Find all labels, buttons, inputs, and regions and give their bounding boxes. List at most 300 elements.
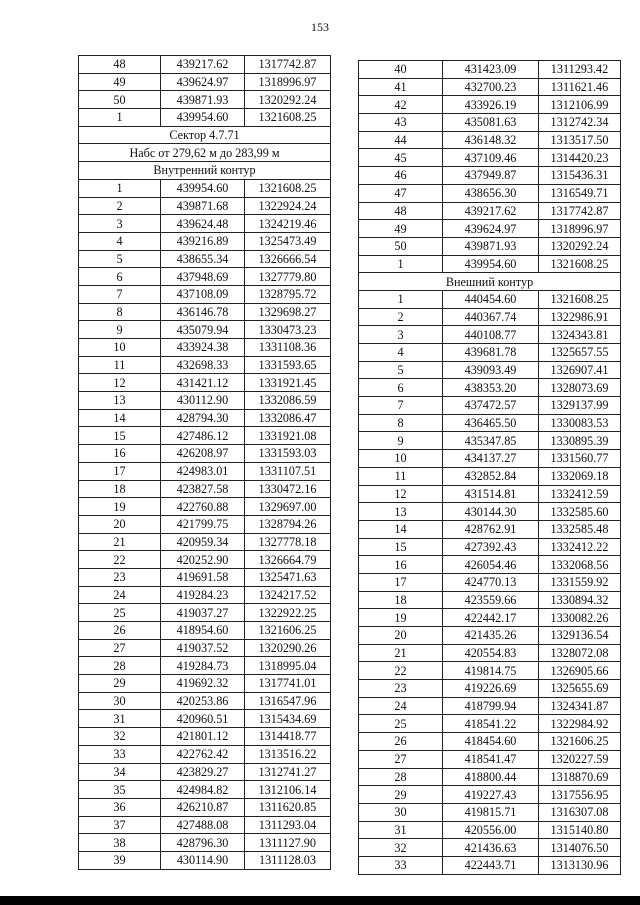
x-coordinate: 420253.86	[161, 692, 245, 710]
sector-title: Сектор 4.7.71	[79, 126, 331, 144]
table-row	[359, 184, 621, 202]
x-coordinate: 439871.93	[443, 237, 539, 255]
table-row	[359, 397, 621, 415]
point-number: 21	[79, 533, 161, 551]
point-number: 15	[359, 538, 443, 556]
y-coordinate: 1325655.69	[539, 680, 621, 698]
point-number: 3	[359, 326, 443, 344]
x-coordinate: 420556.00	[443, 821, 539, 839]
x-coordinate: 419814.75	[443, 662, 539, 680]
point-number: 16	[359, 556, 443, 574]
table-row	[79, 215, 331, 233]
table-row	[79, 392, 331, 410]
y-coordinate: 1330894.32	[539, 591, 621, 609]
point-number: 20	[359, 627, 443, 645]
y-coordinate: 1311127.90	[245, 834, 331, 852]
table-row	[359, 538, 621, 556]
point-number: 27	[79, 639, 161, 657]
x-coordinate: 436465.50	[443, 414, 539, 432]
x-coordinate: 422760.88	[161, 498, 245, 516]
table-row	[359, 803, 621, 821]
table-row	[79, 268, 331, 286]
x-coordinate: 420252.90	[161, 551, 245, 569]
right-top-rows	[359, 61, 621, 273]
x-coordinate: 419226.69	[443, 680, 539, 698]
y-coordinate: 1316547.96	[245, 692, 331, 710]
point-number: 19	[359, 609, 443, 627]
x-coordinate: 418541.47	[443, 750, 539, 768]
table-row	[79, 692, 331, 710]
x-coordinate: 427488.08	[161, 816, 245, 834]
table-row	[359, 573, 621, 591]
table-row	[359, 61, 621, 79]
y-coordinate: 1311621.46	[539, 78, 621, 96]
x-coordinate: 438353.20	[443, 379, 539, 397]
y-coordinate: 1322986.91	[539, 308, 621, 326]
x-coordinate: 435347.85	[443, 432, 539, 450]
x-coordinate: 439681.78	[443, 344, 539, 362]
point-number: 20	[79, 515, 161, 533]
y-coordinate: 1311620.85	[245, 798, 331, 816]
table-row	[359, 644, 621, 662]
table-row	[359, 627, 621, 645]
table-row	[79, 586, 331, 604]
table-row	[79, 91, 331, 109]
table-row	[79, 285, 331, 303]
point-number: 11	[79, 356, 161, 374]
y-coordinate: 1329136.54	[539, 627, 621, 645]
x-coordinate: 427392.43	[443, 538, 539, 556]
table-row	[79, 710, 331, 728]
x-coordinate: 437949.87	[443, 167, 539, 185]
y-coordinate: 1330473.23	[245, 321, 331, 339]
table-row	[79, 321, 331, 339]
y-coordinate: 1332086.47	[245, 409, 331, 427]
table-row	[79, 763, 331, 781]
x-coordinate: 439217.62	[161, 56, 245, 74]
table-row	[79, 339, 331, 357]
left-sector-header	[79, 126, 331, 179]
point-number: 28	[359, 768, 443, 786]
y-coordinate: 1331921.08	[245, 427, 331, 445]
x-coordinate: 439871.93	[161, 91, 245, 109]
point-number: 40	[359, 61, 443, 79]
point-number: 33	[79, 745, 161, 763]
x-coordinate: 428796.30	[161, 834, 245, 852]
x-coordinate: 419284.23	[161, 586, 245, 604]
x-coordinate: 439093.49	[443, 361, 539, 379]
y-coordinate: 1330082.26	[539, 609, 621, 627]
y-coordinate: 1321608.25	[245, 109, 331, 127]
y-coordinate: 1325473.49	[245, 232, 331, 250]
y-coordinate: 1321608.25	[539, 255, 621, 273]
table-row	[359, 450, 621, 468]
y-coordinate: 1314420.23	[539, 149, 621, 167]
table-row	[79, 639, 331, 657]
x-coordinate: 437108.09	[161, 285, 245, 303]
y-coordinate: 1325471.63	[245, 568, 331, 586]
x-coordinate: 440454.60	[443, 290, 539, 308]
point-number: 25	[359, 715, 443, 733]
x-coordinate: 440367.74	[443, 308, 539, 326]
x-coordinate: 431514.81	[443, 485, 539, 503]
point-number: 9	[359, 432, 443, 450]
table-row	[79, 568, 331, 586]
point-number: 50	[79, 91, 161, 109]
point-number: 1	[359, 290, 443, 308]
y-coordinate: 1327778.18	[245, 533, 331, 551]
y-coordinate: 1311128.03	[245, 851, 331, 869]
y-coordinate: 1325657.55	[539, 344, 621, 362]
inner-contour-label: Внутренний контур	[79, 162, 331, 180]
table-row	[79, 816, 331, 834]
point-number: 39	[79, 851, 161, 869]
table-row	[79, 675, 331, 693]
x-coordinate: 438655.34	[161, 250, 245, 268]
y-coordinate: 1314076.50	[539, 839, 621, 857]
point-number: 43	[359, 114, 443, 132]
y-coordinate: 1320292.24	[539, 237, 621, 255]
point-number: 10	[79, 339, 161, 357]
y-coordinate: 1324219.46	[245, 215, 331, 233]
point-number: 8	[79, 303, 161, 321]
point-number: 32	[359, 839, 443, 857]
y-coordinate: 1332585.48	[539, 520, 621, 538]
x-coordinate: 421801.12	[161, 728, 245, 746]
y-coordinate: 1321606.25	[539, 733, 621, 751]
table-row	[79, 462, 331, 480]
x-coordinate: 418799.94	[443, 697, 539, 715]
table-row	[359, 167, 621, 185]
x-coordinate: 426054.46	[443, 556, 539, 574]
point-number: 6	[359, 379, 443, 397]
table-row	[359, 733, 621, 751]
point-number: 10	[359, 450, 443, 468]
point-number: 33	[359, 856, 443, 874]
y-coordinate: 1316307.08	[539, 803, 621, 821]
y-coordinate: 1317742.87	[245, 56, 331, 74]
table-row	[359, 768, 621, 786]
point-number: 45	[359, 149, 443, 167]
y-coordinate: 1311293.04	[245, 816, 331, 834]
y-coordinate: 1331559.92	[539, 573, 621, 591]
point-number: 31	[79, 710, 161, 728]
point-number: 49	[79, 73, 161, 91]
table-row	[79, 409, 331, 427]
height-range: Набс от 279,62 м до 283,99 м	[79, 144, 331, 162]
point-number: 26	[359, 733, 443, 751]
point-number: 12	[359, 485, 443, 503]
right-coordinates-table	[358, 60, 621, 875]
y-coordinate: 1331593.03	[245, 445, 331, 463]
table-row	[359, 697, 621, 715]
x-coordinate: 432700.23	[443, 78, 539, 96]
table-row	[79, 250, 331, 268]
table-row	[359, 255, 621, 273]
point-number: 9	[79, 321, 161, 339]
right-outer-contour-rows	[359, 290, 621, 874]
left-inner-contour-rows	[79, 179, 331, 869]
y-coordinate: 1326666.54	[245, 250, 331, 268]
table-row	[359, 432, 621, 450]
table-row	[79, 480, 331, 498]
point-number: 32	[79, 728, 161, 746]
y-coordinate: 1312106.99	[539, 96, 621, 114]
table-row	[359, 131, 621, 149]
point-number: 23	[359, 680, 443, 698]
y-coordinate: 1317741.01	[245, 675, 331, 693]
table-row	[79, 232, 331, 250]
point-number: 47	[359, 184, 443, 202]
x-coordinate: 439217.62	[443, 202, 539, 220]
x-coordinate: 418954.60	[161, 622, 245, 640]
x-coordinate: 439624.48	[161, 215, 245, 233]
x-coordinate: 419691.58	[161, 568, 245, 586]
y-coordinate: 1322924.24	[245, 197, 331, 215]
x-coordinate: 421436.63	[443, 839, 539, 857]
point-number: 48	[79, 56, 161, 74]
x-coordinate: 440108.77	[443, 326, 539, 344]
point-number: 22	[359, 662, 443, 680]
table-row	[359, 290, 621, 308]
x-coordinate: 422443.71	[443, 856, 539, 874]
point-number: 15	[79, 427, 161, 445]
point-number: 30	[359, 803, 443, 821]
y-coordinate: 1332069.18	[539, 467, 621, 485]
x-coordinate: 435081.63	[443, 114, 539, 132]
point-number: 7	[359, 397, 443, 415]
point-number: 12	[79, 374, 161, 392]
x-coordinate: 419284.73	[161, 657, 245, 675]
table-row	[79, 73, 331, 91]
y-coordinate: 1331921.45	[245, 374, 331, 392]
point-number: 50	[359, 237, 443, 255]
y-coordinate: 1324341.87	[539, 697, 621, 715]
y-coordinate: 1326907.41	[539, 361, 621, 379]
x-coordinate: 418541.22	[443, 715, 539, 733]
page-number: 153	[311, 20, 329, 34]
y-coordinate: 1328073.69	[539, 379, 621, 397]
y-coordinate: 1327779.80	[245, 268, 331, 286]
y-coordinate: 1321608.25	[245, 179, 331, 197]
point-number: 14	[359, 520, 443, 538]
point-number: 13	[359, 503, 443, 521]
x-coordinate: 433924.38	[161, 339, 245, 357]
point-number: 23	[79, 568, 161, 586]
x-coordinate: 420959.34	[161, 533, 245, 551]
table-row	[79, 109, 331, 127]
point-number: 22	[79, 551, 161, 569]
point-number: 2	[359, 308, 443, 326]
point-number: 14	[79, 409, 161, 427]
y-coordinate: 1328794.26	[245, 515, 331, 533]
y-coordinate: 1321608.25	[539, 290, 621, 308]
table-row	[79, 374, 331, 392]
x-coordinate: 419037.52	[161, 639, 245, 657]
table-row	[359, 503, 621, 521]
x-coordinate: 430112.90	[161, 392, 245, 410]
y-coordinate: 1330472.16	[245, 480, 331, 498]
point-number: 3	[79, 215, 161, 233]
x-coordinate: 439624.97	[443, 220, 539, 238]
table-row	[359, 839, 621, 857]
point-number: 37	[79, 816, 161, 834]
y-coordinate: 1331593.65	[245, 356, 331, 374]
point-number: 21	[359, 644, 443, 662]
y-coordinate: 1315434.69	[245, 710, 331, 728]
point-number: 25	[79, 604, 161, 622]
x-coordinate: 423559.66	[443, 591, 539, 609]
table-row	[359, 485, 621, 503]
x-coordinate: 422762.42	[161, 745, 245, 763]
point-number: 1	[359, 255, 443, 273]
x-coordinate: 424983.01	[161, 462, 245, 480]
y-coordinate: 1329698.27	[245, 303, 331, 321]
table-row	[79, 179, 331, 197]
y-coordinate: 1324343.81	[539, 326, 621, 344]
y-coordinate: 1318996.97	[245, 73, 331, 91]
table-row	[79, 551, 331, 569]
x-coordinate: 437109.46	[443, 149, 539, 167]
point-number: 4	[359, 344, 443, 362]
point-number: 49	[359, 220, 443, 238]
point-number: 1	[79, 109, 161, 127]
x-coordinate: 430144.30	[443, 503, 539, 521]
point-number: 6	[79, 268, 161, 286]
table-row	[359, 821, 621, 839]
left-coordinates-table	[78, 55, 331, 870]
table-row	[79, 515, 331, 533]
point-number: 5	[359, 361, 443, 379]
table-row	[79, 622, 331, 640]
right-contour-header	[359, 273, 621, 291]
x-coordinate: 423829.27	[161, 763, 245, 781]
y-coordinate: 1315140.80	[539, 821, 621, 839]
point-number: 24	[79, 586, 161, 604]
point-number: 36	[79, 798, 161, 816]
point-number: 13	[79, 392, 161, 410]
point-number: 7	[79, 285, 161, 303]
table-row	[359, 344, 621, 362]
y-coordinate: 1312741.27	[245, 763, 331, 781]
x-coordinate: 420960.51	[161, 710, 245, 728]
table-row	[359, 202, 621, 220]
y-coordinate: 1313517.50	[539, 131, 621, 149]
y-coordinate: 1318870.69	[539, 768, 621, 786]
y-coordinate: 1318995.04	[245, 657, 331, 675]
table-row	[79, 533, 331, 551]
x-coordinate: 419815.71	[443, 803, 539, 821]
scan-bottom-edge	[0, 896, 640, 905]
outer-contour-label: Внешний контур	[359, 273, 621, 291]
y-coordinate: 1328795.72	[245, 285, 331, 303]
table-row	[359, 326, 621, 344]
table-row	[359, 662, 621, 680]
x-coordinate: 436146.78	[161, 303, 245, 321]
y-coordinate: 1316549.71	[539, 184, 621, 202]
x-coordinate: 419692.32	[161, 675, 245, 693]
table-row	[79, 745, 331, 763]
x-coordinate: 439216.89	[161, 232, 245, 250]
x-coordinate: 418800.44	[443, 768, 539, 786]
point-number: 27	[359, 750, 443, 768]
x-coordinate: 439954.60	[443, 255, 539, 273]
x-coordinate: 432698.33	[161, 356, 245, 374]
x-coordinate: 426208.97	[161, 445, 245, 463]
y-coordinate: 1322984.92	[539, 715, 621, 733]
point-number: 35	[79, 781, 161, 799]
x-coordinate: 431421.12	[161, 374, 245, 392]
table-row	[359, 96, 621, 114]
x-coordinate: 435079.94	[161, 321, 245, 339]
table-row	[79, 604, 331, 622]
y-coordinate: 1321606.25	[245, 622, 331, 640]
point-number: 18	[359, 591, 443, 609]
point-number: 2	[79, 197, 161, 215]
table-row	[359, 114, 621, 132]
x-coordinate: 431423.09	[443, 61, 539, 79]
y-coordinate: 1312106.14	[245, 781, 331, 799]
y-coordinate: 1324217.52	[245, 586, 331, 604]
point-number: 28	[79, 657, 161, 675]
table-row	[79, 197, 331, 215]
x-coordinate: 427486.12	[161, 427, 245, 445]
x-coordinate: 437472.57	[443, 397, 539, 415]
y-coordinate: 1322922.25	[245, 604, 331, 622]
y-coordinate: 1320290.26	[245, 639, 331, 657]
y-coordinate: 1320227.59	[539, 750, 621, 768]
y-coordinate: 1315436.31	[539, 167, 621, 185]
point-number: 18	[79, 480, 161, 498]
left-top-rows	[79, 56, 331, 127]
y-coordinate: 1312742.34	[539, 114, 621, 132]
point-number: 11	[359, 467, 443, 485]
table-row	[79, 56, 331, 74]
y-coordinate: 1317556.95	[539, 786, 621, 804]
x-coordinate: 430114.90	[161, 851, 245, 869]
y-coordinate: 1331107.51	[245, 462, 331, 480]
y-coordinate: 1331108.36	[245, 339, 331, 357]
table-row	[359, 149, 621, 167]
point-number: 17	[359, 573, 443, 591]
table-row	[359, 414, 621, 432]
y-coordinate: 1329137.99	[539, 397, 621, 415]
y-coordinate: 1332585.60	[539, 503, 621, 521]
y-coordinate: 1328072.08	[539, 644, 621, 662]
point-number: 16	[79, 445, 161, 463]
y-coordinate: 1331560.77	[539, 450, 621, 468]
point-number: 17	[79, 462, 161, 480]
y-coordinate: 1326905.66	[539, 662, 621, 680]
y-coordinate: 1320292.24	[245, 91, 331, 109]
y-coordinate: 1332412.22	[539, 538, 621, 556]
table-row	[79, 834, 331, 852]
table-row	[359, 786, 621, 804]
table-row	[359, 556, 621, 574]
table-row	[79, 303, 331, 321]
y-coordinate: 1326664.79	[245, 551, 331, 569]
point-number: 30	[79, 692, 161, 710]
x-coordinate: 421435.26	[443, 627, 539, 645]
table-row	[79, 851, 331, 869]
x-coordinate: 421799.75	[161, 515, 245, 533]
point-number: 19	[79, 498, 161, 516]
point-number: 29	[79, 675, 161, 693]
y-coordinate: 1332068.56	[539, 556, 621, 574]
point-number: 24	[359, 697, 443, 715]
point-number: 29	[359, 786, 443, 804]
x-coordinate: 433926.19	[443, 96, 539, 114]
